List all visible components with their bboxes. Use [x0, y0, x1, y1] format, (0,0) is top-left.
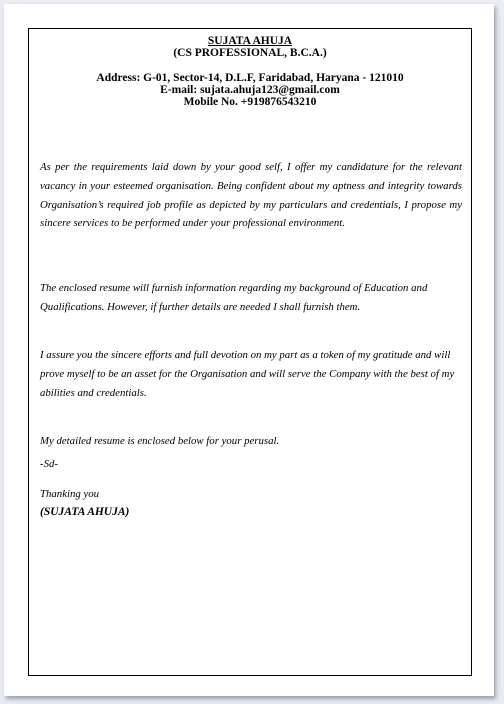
sd-mark: -Sd-: [40, 458, 58, 470]
paragraph-enclosed-resume: The enclosed resume will furnish information regarding my background of Education and Qualifications. However, if further details are needed I shall furnish them.: [40, 282, 428, 313]
applicant-credentials: (CS PROFESSIONAL, B.C.A.): [173, 47, 327, 59]
document-page: [4, 4, 494, 696]
applicant-address: Address: G-01, Sector-14, D.L.F, Faridabad, Haryana - 121010: [96, 72, 404, 84]
paragraph-perusal: My detailed resume is enclosed below for your perusal.: [40, 435, 280, 447]
signature-name: (SUJATA AHUJA): [40, 506, 130, 518]
applicant-name: SUJATA AHUJA: [207, 35, 293, 47]
closing-line: Thanking you: [40, 488, 100, 500]
paragraph-assurance: I assure you the sincere efforts and full devotion on my part as a token of my gratitude and will prove myself to be an asset for the Organisation and will serve the Company with the best of my abilities and credentials.: [40, 349, 455, 399]
page-border: [28, 28, 472, 676]
applicant-email: E-mail: sujata.ahuja123@gmail.com: [160, 84, 340, 96]
paragraph-candidature: As per the requirements laid down by your good self, I offer my candidature for the relevant vacancy in your esteemed organisation. Being confident about my aptness and integrity towards Organisation’s required job profile as depicted by my particulars and credentials, I propose my sincere services to be performed under your professional environment.: [40, 161, 462, 230]
applicant-mobile: Mobile No. +919876543210: [183, 96, 317, 108]
